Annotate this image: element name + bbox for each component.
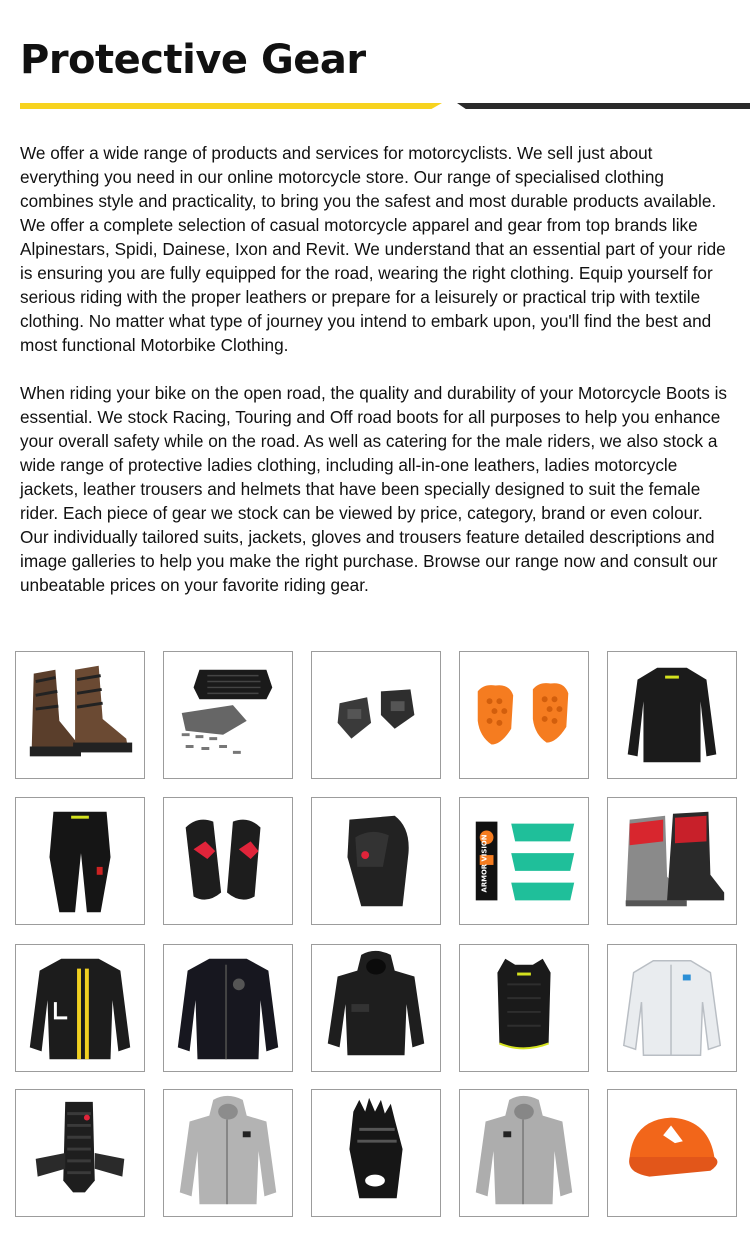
product-tile[interactable] [311,797,441,925]
title-underline-accent [20,103,442,109]
intro-paragraph: We offer a wide range of products and services for motorcyclists. We sell just about everything you need in our online motorcycle store. Our range of specialised clothing combines style and practicality, to bring you the safest and most durable products available. We offer a complete selection of casual motorcycle apparel and gear from top brands like Alpinestars, Spidi, Dainese, Ixon and Revit. We understand that an essential part of your ride is ensuring you are fully equipped for the road, wearing the right clothing. Equip yourself for serious riding with the proper leathers or prepare for a leisurely or practical trip with textile clothing. No matter what type of journey you intend to embark upon, you'll find the best and most functional Motorbike Clothing. [20,143,726,355]
racing-gloves-icon [312,1090,440,1216]
base-layer-shirt-icon [608,652,736,778]
white-jacket-icon [608,945,736,1071]
elbow-guard-icon [312,798,440,924]
product-tile[interactable] [607,944,737,1072]
title-underline-dark [457,103,750,109]
product-tile[interactable] [459,944,589,1072]
base-layer-pants-icon [16,798,144,924]
orange-armor-inserts-icon [460,652,588,778]
grey-hoodie-alt-icon [460,1090,588,1216]
product-tile[interactable] [15,797,145,925]
page-title: Protective Gear [20,37,366,83]
product-tile[interactable] [163,797,293,925]
top-case-kit-icon [164,652,292,778]
brand-text: ARMOR VISION [480,834,489,893]
armor-vision-pads-icon [460,798,588,924]
adventure-boots-icon [16,652,144,778]
product-tile[interactable] [311,651,441,779]
product-tile[interactable] [607,651,737,779]
knee-guards-icon [164,798,292,924]
product-tile[interactable] [607,1089,737,1217]
product-tile[interactable] [607,797,737,925]
hoodie-jacket-icon [312,945,440,1071]
mx-boots-icon [608,798,736,924]
striped-jacket-icon [16,945,144,1071]
grey-hoodie-icon [164,1090,292,1216]
product-tile[interactable] [163,944,293,1072]
product-tile[interactable] [163,1089,293,1217]
product-tile[interactable] [459,1089,589,1217]
orange-cap-icon [608,1090,736,1216]
product-tile[interactable] [311,944,441,1072]
product-tile[interactable] [459,651,589,779]
protective-vest-icon [460,945,588,1071]
product-tile[interactable] [15,651,145,779]
black-riding-jacket-icon [164,945,292,1071]
product-tile[interactable] [15,944,145,1072]
intro-paragraph: When riding your bike on the open road, the quality and durability of your Motorcycle Boots is essential. We stock Racing, Touring and Off road boots for all purposes to help you enhance your overall safety while on the road. As well as catering for the male riders, we also stock a wide range of protective ladies clothing, including all-in-one leathers, ladies motorcycle jackets, leather trousers and helmets that have been specially designed to suit the female rider. Each piece of gear we stock can be viewed by price, category, brand or even colour. Our individually tailored suits, jackets, gloves and trousers feature detailed descriptions and image galleries to help you make the right purchase. Browse our range now and consult our unbeatable prices on your favorite riding gear. [20,383,727,595]
product-tile[interactable] [459,797,589,925]
product-tile[interactable] [163,651,293,779]
knee-sliders-icon [312,652,440,778]
back-protector-icon [16,1090,144,1216]
product-tile[interactable] [15,1089,145,1217]
product-tile[interactable] [311,1089,441,1217]
